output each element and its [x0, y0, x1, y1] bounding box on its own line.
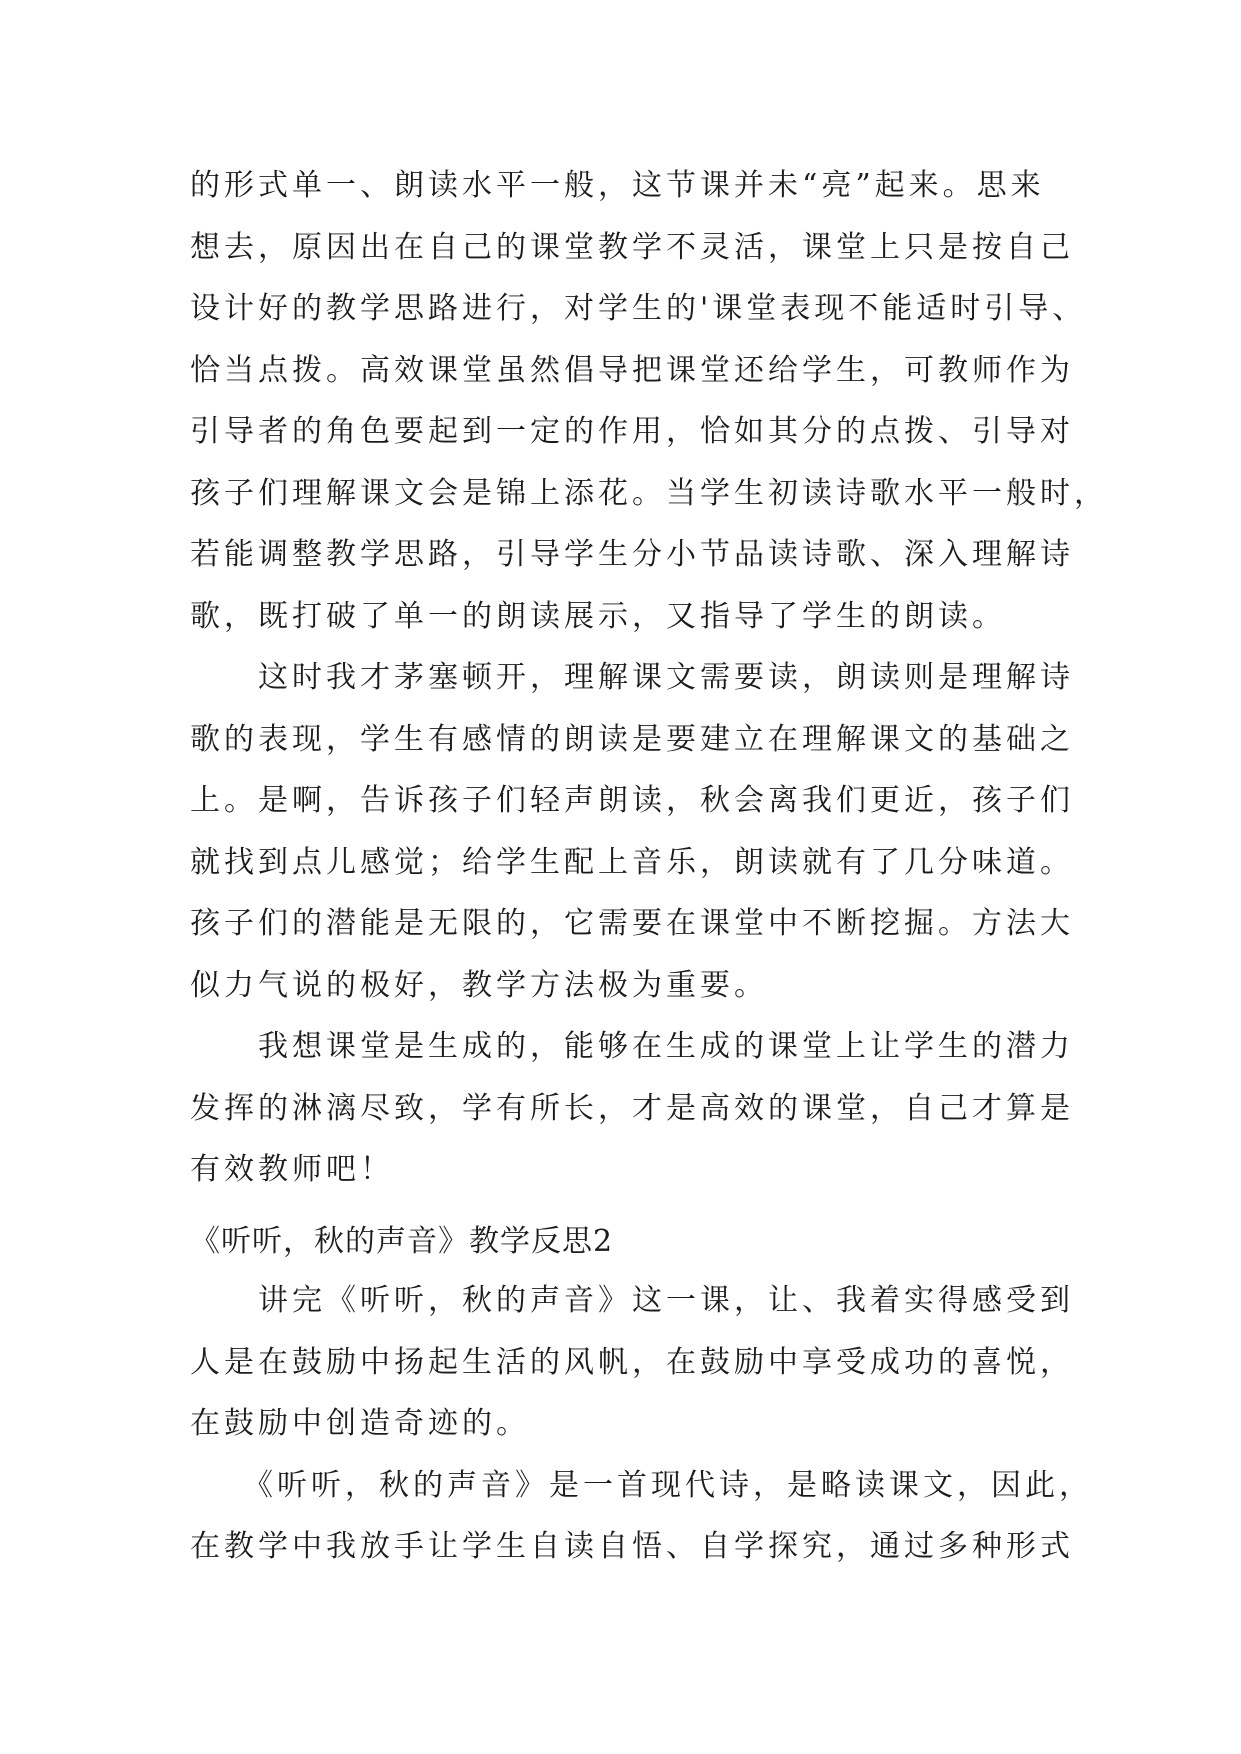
text-line: 孩子们理解课文会是锦上添花。当学生初读诗歌水平一般时， [190, 475, 1108, 511]
text-line: 在教学中我放手让学生自读自悟、自学探究，通过多种形式 [190, 1529, 1074, 1564]
section-heading: 《听听，秋的声音》教学反思2 [190, 1224, 614, 1259]
text-line: 《听听，秋的声音》是一首现代诗，是略读课文，因此， [190, 1467, 1093, 1503]
text-line: 的形式单一、朗读水平一般，这节课并未“亮”起来。思来 [190, 168, 1045, 203]
text-line: 想去，原因出在自己的课堂教学不灵活，课堂上只是按自己 [190, 229, 1074, 265]
text-line: 有效教师吧！ [190, 1152, 394, 1187]
section2-body [190, 1270, 1093, 1578]
text-line: 孩子们的潜能是无限的，它需要在课堂中不断挖掘。方法大 [190, 906, 1074, 941]
text-line: 上。是啊，告诉孩子们轻声朗读，秋会离我们更近，孩子们 [190, 783, 1074, 818]
text-line: 在鼓励中创造奇迹的。 [190, 1406, 530, 1441]
text-line: 歌，既打破了单一的朗读展示，又指导了学生的朗读。 [190, 598, 1006, 634]
text-line: 讲完《听听，秋的声音》这一课，让、我着实得感受到 [190, 1283, 1074, 1318]
text-line: 歌的表现，学生有感情的朗读是要建立在理解课文的基础之 [190, 721, 1074, 757]
section1-body [190, 155, 1108, 1201]
text-line: 设计好的教学思路进行，对学生的'课堂表现不能适时引导、 [190, 291, 1087, 326]
text-line: 就找到点儿感觉；给学生配上音乐，朗读就有了几分味道。 [190, 844, 1074, 880]
text-line: 引导者的角色要起到一定的作用，恰如其分的点拨、引导对 [190, 414, 1074, 449]
text-line: 恰当点拨。高效课堂虽然倡导把课堂还给学生，可教师作为 [190, 352, 1074, 388]
text-line: 若能调整教学思路，引导学生分小节品读诗歌、深入理解诗 [190, 537, 1074, 572]
text-line: 人是在鼓励中扬起生活的风帆，在鼓励中享受成功的喜悦， [190, 1344, 1074, 1380]
text-line: 发挥的淋漓尽致，学有所长，才是高效的课堂，自己才算是 [190, 1090, 1074, 1126]
text-line: 这时我才茅塞顿开，理解课文需要读，朗读则是理解诗 [190, 660, 1074, 695]
text-line: 似力气说的极好，教学方法极为重要。 [190, 967, 768, 1003]
text-line: 我想课堂是生成的，能够在生成的课堂上让学生的潜力 [190, 1029, 1074, 1064]
